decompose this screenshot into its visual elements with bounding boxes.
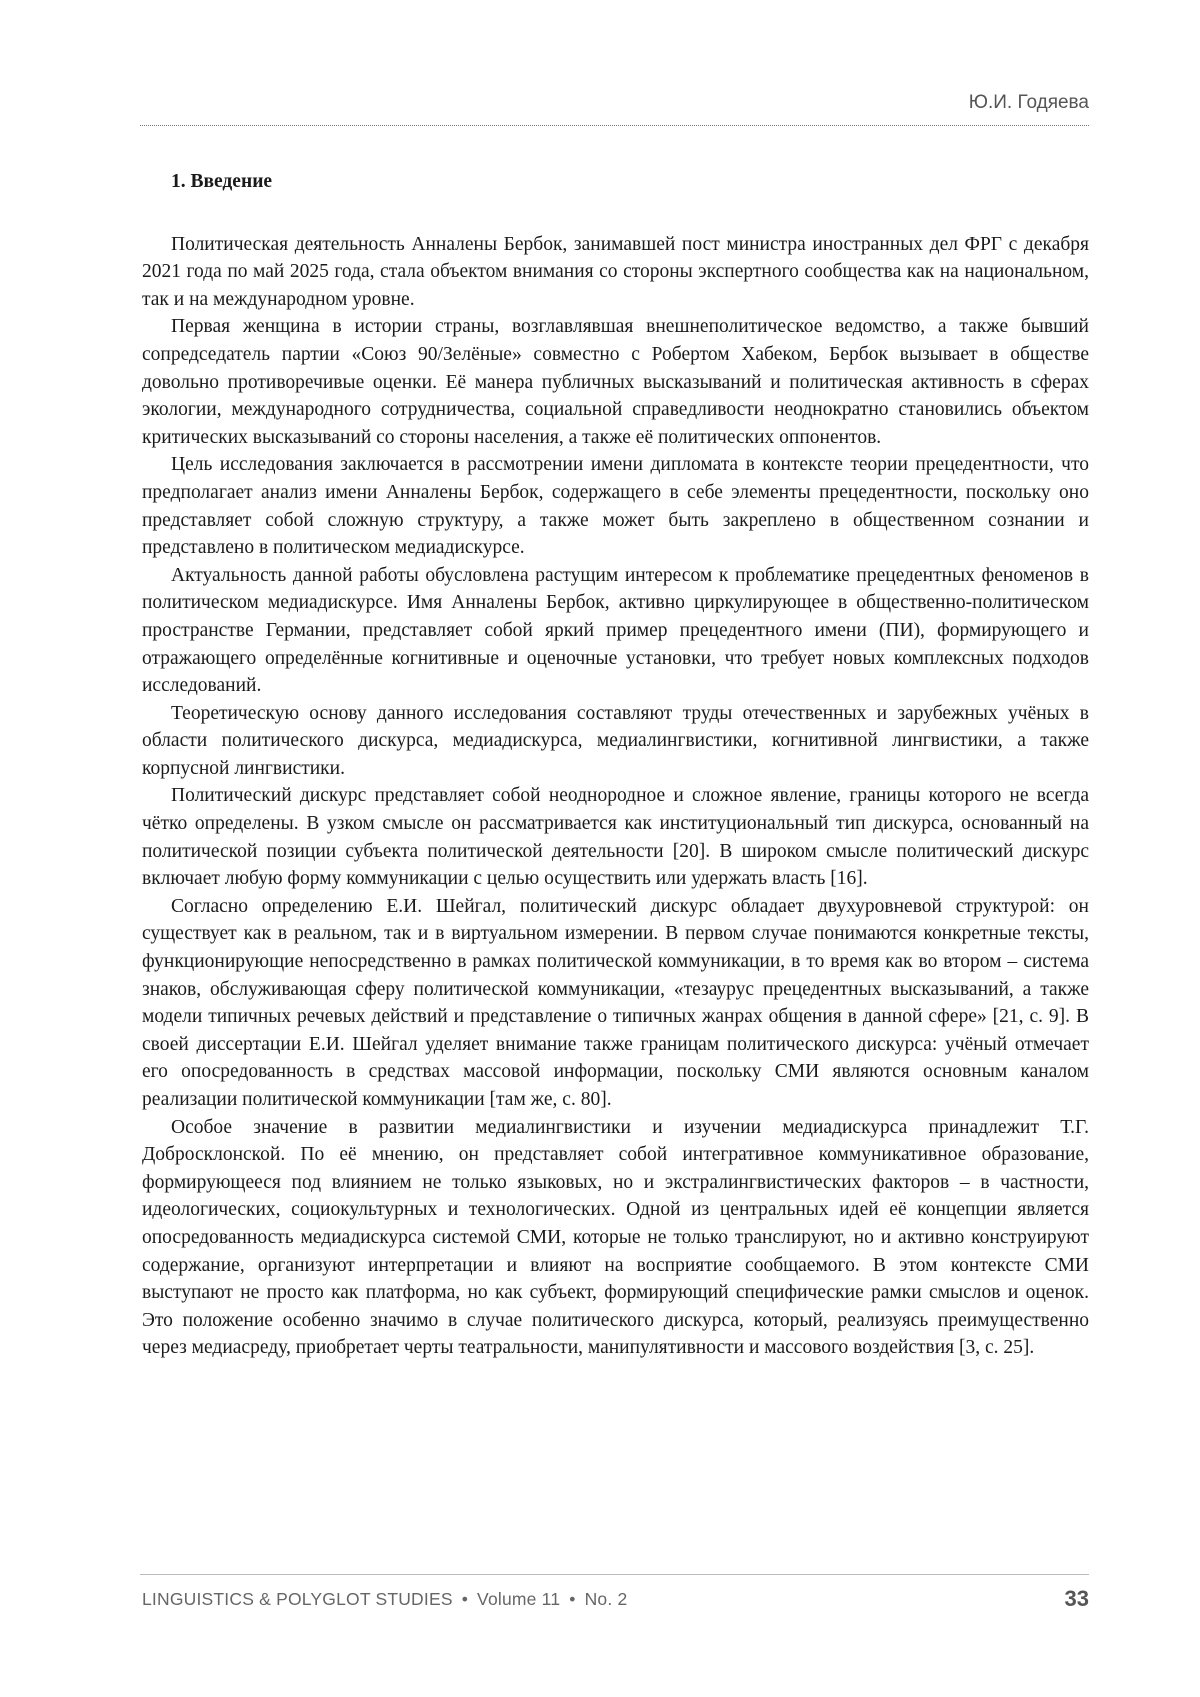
paragraph: Политический дискурс представляет собой неоднородное и сложное явление, границы которого не всегда чётко определены. В узком смысле он рассматривается как институциональный тип дискурса, основанный на политической позиции субъекта политической деятельности [20]. В широком смысле политический дискурс включает любую форму коммуникации с целью осуществить или удержать власть [16]. [142, 785, 1089, 890]
separator-dot: • [569, 1588, 576, 1609]
paragraph: Первая женщина в истории страны, возглавлявшая внешнеполитическое ведомство, а также бывший сопредседатель партии «Союз 90/Зелёные» совместно с Робертом Хабеком, Бербок вызывает в обществе довольно противоречивые оценки. Её манера публичных высказываний и политическая активность в сферах экологии, международного сотрудничества, социальной справедливости неоднократно становились объектом критических высказываний со стороны населения, а также её политических оппонентов. [142, 316, 1089, 448]
running-head-author: Ю.И. Годяева [968, 92, 1089, 113]
paragraph: Цель исследования заключается в рассмотрении имени дипломата в контексте теории прецедентности, что предполагает анализ имени Анналены Бербок, содержащего в себе элементы прецедентности, поскольку оно представляет собой сложную структуру, а также может быть закреплено в общественном сознании и представлено в политическом медиадискурсе. [142, 454, 1089, 559]
paragraph: Согласно определению Е.И. Шейгал, политический дискурс обладает двухуровневой структурой: он существует как в реальном, так и в виртуальном измерении. В первом случае понимаются конкретные тексты, функционирующие непосредственно в рамках политической коммуникации, в то время как во втором – система знаков, обслуживающая сферу политической коммуникации, «тезаурус прецедентных высказываний, а также модели типичных речевых действий и представление о типичных жанрах общения в данной сфере» [21, с. 9]. В своей диссертации Е.И. Шейгал уделяет внимание также границам политического дискурса: учёный отмечает его опосредованность в средствах массовой информации, поскольку СМИ являются основным каналом реализации политической коммуникации [там же, с. 80]. [142, 895, 1089, 1110]
footer-rule [140, 1574, 1089, 1575]
header-dotted-rule [140, 125, 1089, 126]
journal-issue: No. 2 [584, 1588, 628, 1609]
journal-info [142, 1589, 627, 1610]
separator-dot: • [461, 1588, 469, 1609]
page-number: 33 [1064, 1586, 1089, 1611]
section-heading: 1. Введение [171, 171, 273, 192]
paragraph: Теоретическую основу данного исследования составляют труды отечественных и зарубежных учёных в области политического дискурса, медиадискурса, медиалингвистики, когнитивной лингвистики, а также корпусной лингвистики. [142, 702, 1089, 779]
article-content [142, 168, 1089, 1362]
paragraph: Особое значение в развитии медиалингвистики и изучении медиадискурса принадлежит Т.Г. Добросклонской. По её мнению, он представляет собой интегративное коммуникативное образование, формирующееся под влиянием не только языковых, но и экстралингвистических факторов – в частности, идеологических, социокультурных и технологических. Одной из центральных идей её концепции является опосредованность медиадискурса системой СМИ, которые не только транслируют, но и активно конструируют содержание, организуют интерпретации и влияют на восприятие сообщаемого. В этом контексте СМИ выступают не просто как платформа, но как субъект, формирующий специфические рамки смыслов и оценок. Это положение особенно значимо в случае политического дискурса, который, реализуясь преимущественно через медиасреду, приобретает черты театральности, манипулятивности и массового воздействия [3, с. 25]. [142, 1116, 1089, 1359]
journal-title: LINGUISTICS & POLYGLOT STUDIES [142, 1588, 453, 1609]
journal-volume: Volume 11 [477, 1588, 561, 1609]
paragraph: Политическая деятельность Анналены Бербок, занимавшей пост министра иностранных дел ФРГ с декабря 2021 года по май 2025 года, стала объектом внимания со стороны экспертного сообщества как на национальном, так и на международном уровне. [142, 233, 1089, 310]
article-body [142, 231, 1089, 1362]
paragraph: Актуальность данной работы обусловлена растущим интересом к проблематике прецедентных феноменов в политическом медиадискурсе. Имя Анналены Бербок, активно циркулирующее в общественно-политическом пространстве Германии, представляет собой яркий пример прецедентного имени (ПИ), формирующего и отражающего определённые когнитивные и оценочные установки, что требует новых комплексных подходов исследований. [142, 564, 1089, 697]
page-footer [142, 1585, 1089, 1613]
